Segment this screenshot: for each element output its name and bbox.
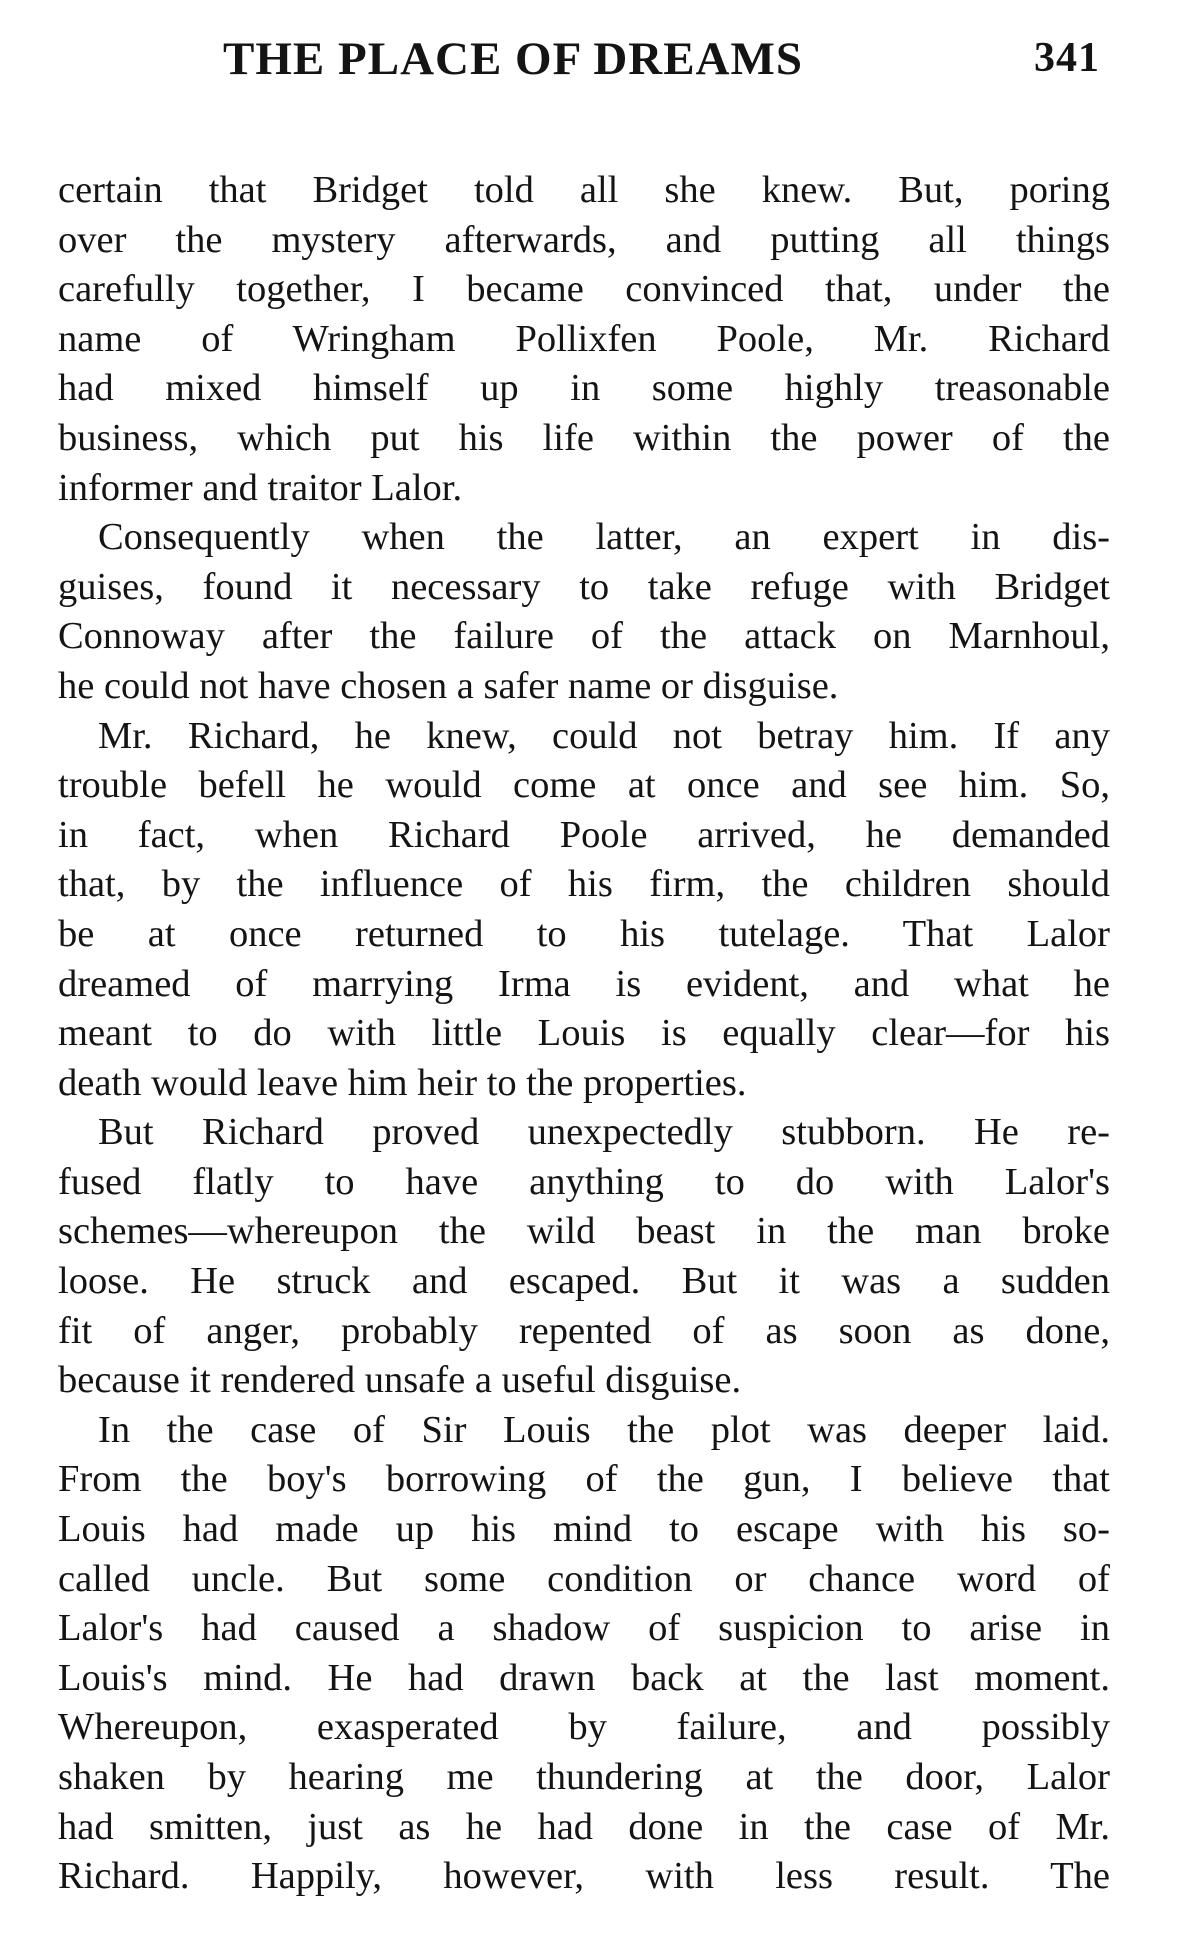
text-line: be at once returned to his tutelage. That Lalor [58, 912, 1110, 955]
text-line: shaken by hearing me thundering at the door, Lalor [58, 1756, 1110, 1798]
text-line: loose. He struck and escaped. But it was a sudden [58, 1260, 1110, 1303]
running-title: THE PLACE OF DREAMS [223, 33, 803, 85]
text-line: meant to do with little Louis is equally clear—for his [58, 1012, 1110, 1055]
page-header [58, 30, 1110, 102]
book-page [58, 30, 1110, 1902]
text-line: business, which put his life within the power of the [58, 416, 1110, 459]
text-line: Lalor's had caused a shadow of suspicion to arise in [58, 1607, 1110, 1650]
text-line: But Richard proved unexpectedly stubborn. He re- [98, 1111, 1110, 1154]
paragraph [58, 166, 1110, 513]
text-line: Consequently when the latter, an expert in dis- [98, 516, 1110, 559]
text-line: Louis's mind. He had drawn back at the last moment. [58, 1656, 1110, 1699]
text-line: Louis had made up his mind to escape with his so- [58, 1508, 1110, 1551]
text-line: name of Wringham Pollixfen Poole, Mr. Richard [58, 317, 1110, 360]
text-line: trouble befell he would come at once and see him. So, [58, 764, 1110, 807]
text-line: In the case of Sir Louis the plot was deeper laid. [98, 1408, 1110, 1451]
text-line: called uncle. But some condition or chance word of [58, 1557, 1110, 1600]
text-line: guises, found it necessary to take refuge with Bridget [58, 565, 1110, 608]
text-line: informer and traitor Lalor. [58, 466, 463, 509]
text-line: From the boy's borrowing of the gun, I believe that [58, 1458, 1110, 1501]
text-line: dreamed of marrying Irma is evident, and what he [58, 962, 1110, 1005]
text-line: Connoway after the failure of the attack on Marnhoul, [58, 615, 1110, 658]
text-line: Richard. Happily, however, with less result. The [58, 1855, 1110, 1898]
text-line: over the mystery afterwards, and putting all things [58, 218, 1110, 261]
text-line: carefully together, I became convinced that, under the [58, 268, 1110, 311]
text-line: in fact, when Richard Poole arrived, he demanded [58, 813, 1110, 856]
paragraph [58, 1406, 1110, 1902]
page-number: 341 [1034, 35, 1100, 81]
text-line: death would leave him heir to the properties. [58, 1061, 747, 1104]
paragraph [58, 712, 1110, 1109]
text-line: certain that Bridget told all she knew. But, poring [58, 169, 1110, 211]
text-line: had mixed himself up in some highly treasonable [58, 367, 1110, 410]
paragraph [58, 513, 1110, 711]
text-line: fit of anger, probably repented of as soon as done, [58, 1309, 1110, 1352]
text-line: fused flatly to have anything to do with Lalor's [58, 1160, 1110, 1203]
text-line: schemes—whereupon the wild beast in the man broke [58, 1210, 1110, 1253]
text-line: he could not have chosen a safer name or disguise. [58, 664, 839, 707]
body-text [58, 166, 1110, 1902]
text-line: had smitten, just as he had done in the case of Mr. [58, 1805, 1110, 1848]
text-line: Whereupon, exasperated by failure, and possibly [58, 1706, 1110, 1749]
text-line: that, by the influence of his firm, the children should [58, 863, 1110, 906]
text-line: Mr. Richard, he knew, could not betray him. If any [98, 714, 1110, 757]
paragraph [58, 1108, 1110, 1406]
text-line: because it rendered unsafe a useful disguise. [58, 1359, 742, 1402]
